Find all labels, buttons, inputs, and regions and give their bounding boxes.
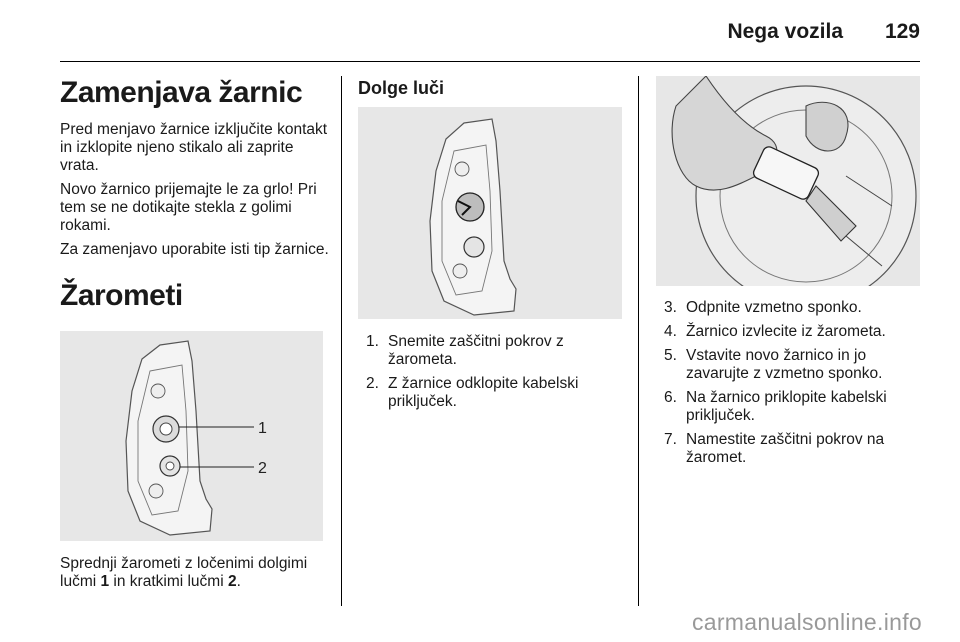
headlamp-illustration: [60, 331, 323, 541]
steps-list-part-1: [366, 333, 626, 417]
bulb-removal-figure: [656, 76, 920, 286]
list-item: 3. Odpnite vzmetno sponko.: [664, 299, 862, 316]
headlamp-figure: [60, 331, 323, 541]
caption-ref-2: 2: [227, 573, 237, 590]
list-item: 5. Vstavite novo žarnico in jo zavarujte z vzmetno sponko.: [664, 347, 883, 382]
intro-paragraph-1: Pred menjavo žarnice izključite kontakt in izklopite njeno stikalo ali zaprite vrata.: [60, 121, 328, 174]
subsection-heading-headlights: Žarometi: [60, 279, 183, 312]
column-divider-1: [341, 76, 342, 606]
list-item: 4. Žarnico izvlecite iz žarometa.: [664, 323, 886, 340]
header-rule: [60, 61, 920, 62]
callout-1: 1: [258, 420, 267, 437]
figure-caption: Sprednji žarometi z ločenimi dolgimi lučmi 1 in kratkimi lučmi 2.: [60, 555, 308, 590]
running-header-title: Nega vozila: [727, 20, 843, 43]
intro-paragraph-2: Novo žarnico prijemajte le za grlo! Pri tem se ne dotikajte stekla z golimi rokami.: [60, 181, 317, 234]
column-divider-2: [638, 76, 639, 606]
intro-paragraph-3: Za zamenjavo uporabite isti tip žarnice.: [60, 241, 329, 258]
high-beam-heading: Dolge luči: [358, 78, 445, 98]
list-item: 7. Namestite zaščitni pokrov na žaromet.: [664, 431, 885, 466]
list-item: 2. Z žarnice odklopite kabelski priključek.: [366, 375, 579, 410]
high-beam-illustration: [358, 107, 622, 319]
steps-list-part-2: [664, 299, 924, 473]
callout-2: 2: [258, 460, 267, 477]
section-heading: Zamenjava žarnic: [60, 76, 303, 109]
high-beam-figure: [358, 107, 622, 319]
list-item: 1. Snemite zaščitni pokrov z žarometa.: [366, 333, 564, 368]
caption-ref-1: 1: [100, 573, 110, 590]
left-column: [60, 76, 330, 313]
page-number: 129: [884, 20, 920, 43]
list-item: 6. Na žarnico priklopite kabelski priključek.: [664, 389, 887, 424]
watermark: carmanualsonline.info: [691, 609, 922, 635]
bulb-removal-illustration: [656, 76, 920, 286]
